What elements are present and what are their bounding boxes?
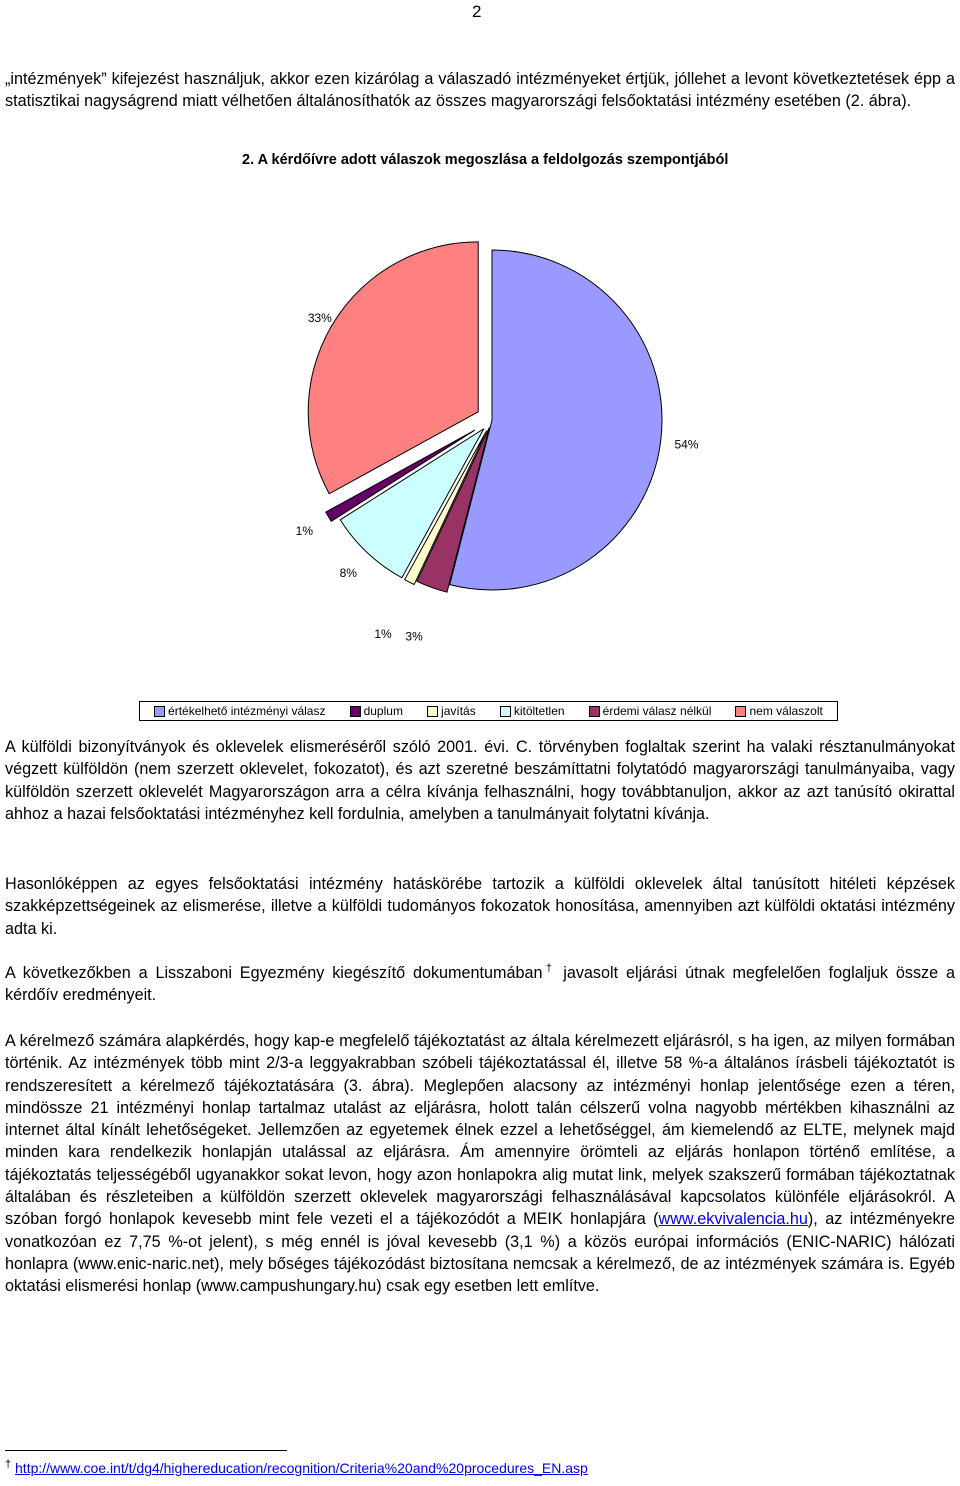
footnote	[5, 1460, 588, 1476]
legend-swatch	[500, 706, 511, 717]
legend-item	[589, 704, 712, 718]
pie-chart	[120, 180, 840, 680]
slice-label: 8%	[339, 566, 357, 581]
paragraph-text: javasolt eljárási útnak megfelelően foglaljuk össze a kérdőív eredményeit.	[5, 964, 955, 1005]
legend-label: értékelhető intézményi válasz	[168, 704, 326, 718]
slice-label: 33%	[307, 311, 332, 326]
slice-label: 1%	[295, 523, 314, 538]
legend-swatch	[735, 706, 746, 717]
paragraph-text: ), az intézményekre vonatkozóan ez 7,75 %-ot jelent), s még ennél is jóval kevesebb (3,1 %) a közös európai információs (ENIC-NARIC) hálózati honlapra (www.enic-naric.net), mely bőséges tájékozódást biztosítana nemcsak a kérelmező, de az intézmények számára is. Egyéb oktatási elismerési honlap (www.campushungary.hu) csak egy esetben lett említve.	[5, 1210, 956, 1296]
page-number: 2	[472, 2, 482, 21]
legend-label: nem válaszolt	[749, 704, 823, 718]
paragraph-lisbon	[5, 962, 955, 1007]
legend-swatch	[350, 706, 361, 717]
legend-item	[350, 704, 403, 718]
legend-item	[427, 704, 476, 718]
slice-label: 1%	[374, 626, 392, 641]
paragraph-text: A következőkben a Lisszaboni Egyezmény kiegészítő dokumentumában	[5, 964, 543, 982]
legend-label: javítás	[441, 704, 476, 718]
paragraph-information	[5, 1030, 955, 1298]
footnote-link[interactable]: http://www.coe.int/t/dg4/highereducation/recognition/Criteria%20and%20procedures_EN.asp	[15, 1460, 588, 1476]
legend-label: duplum	[363, 704, 403, 718]
paragraph-recognition-law: A külföldi bizonyítványok és oklevelek elismeréséről szóló 2001. évi. C. törvényben foglaltak szerint ha valaki résztanulmányokat végzett külföldön (nem szerzett oklevelet, fokozatot), és azt szeretné beszámíttatni folytatódó magyarországi tanulmányaiba, vagy külföldön szerzett oklevelét Magyarországon arra a célra kívánja felhasználni, hogy továbbtanuljon, akkor az azt tanúsító okirattal ahhoz a hazai felsőoktatási intézményhez kell fordulnia, amelyben a tanulmányait folytatni kívánja.	[5, 738, 955, 823]
paragraph-text: A kérelmező számára alapkérdés, hogy kap-e megfelelő tájékoztatást az általa kérelmezett eljárásról, s ha igen, az milyen formában történik. Az intézmények több mint 2/3-a leggyakrabban szóbeli tájékoztatással él, illetve 58 %-a általános írásbeli tájékoztatót is rendszeresített a kérelmező tájékoztatására (3. ábra). Meglepően alacsony az intézményi honlap jelentősége ezen a téren, mindössze 21 intézményi honlap tartalmaz utalást az eljárásra, holott talán célszerű volna nagyobb mértékben kihasználni az internet által kínált lehetőségeket. Jellemzően az egyetemek élnek ezzel a lehetőséggel, ám kiemelendő az ELTE, melynek majd minden kara rendelkezik honlapján utalással az eljárásra. Ám amennyire örömteli az eljárás honlapon történő említése, a tájékoztatás teljességéből ugyanakkor sokat levon, hogy azon honlapokra alig mutat link, melyek szakszerű formában tájékoztatnak általában és részleteiben a külföldön szerzett oklevelek magyarországi felhasználásával kapcsolatos különféle eljárásokról. A szóban forgó honlapok kevesebb mint fele vezeti el a tájékozódót a MEIK honlapjára (	[5, 1032, 955, 1229]
intro-paragraph: „intézmények” kifejezést használjuk, akkor ezen kizárólag a válaszadó intézményeket értjük, jóllehet a levont következtetések épp a statisztikai nagyságrend miatt vélhetően általánosíthatók az összes magyarországi felsőoktatási intézmény esetében (2. ábra).	[5, 70, 955, 111]
legend-swatch	[154, 706, 165, 717]
paragraph-institution-scope: Hasonlóképpen az egyes felsőoktatási intézmény hatáskörébe tartozik a külföldi oklevelek által tanúsított hitéleti képzések szakképzettségeinek az elismerése, illetve a külföldi tudományos fokozatok honosítása, amennyiben azt külföldi oktatási intézmény adta ki.	[5, 875, 955, 938]
slice-label: 3%	[405, 629, 423, 644]
pie-slice	[450, 250, 662, 590]
legend-item	[154, 704, 325, 718]
legend-swatch	[427, 706, 438, 717]
footnote-mark: †	[5, 1458, 12, 1471]
legend-label: kitöltetlen	[513, 704, 565, 718]
ekvivalencia-link[interactable]: www.ekvivalencia.hu	[658, 1210, 808, 1229]
legend-swatch	[589, 706, 600, 717]
legend-label: érdemi válasz nélkül	[602, 704, 712, 718]
footnote-marker[interactable]: †	[542, 962, 556, 975]
slice-label: 54%	[674, 437, 699, 452]
chart-legend	[139, 701, 838, 721]
footnote-divider	[5, 1450, 287, 1451]
legend-item	[500, 704, 565, 718]
figure-caption: 2. A kérdőívre adott válaszok megoszlása a feldolgozás szempontjából	[242, 152, 729, 168]
legend-item	[735, 704, 822, 718]
